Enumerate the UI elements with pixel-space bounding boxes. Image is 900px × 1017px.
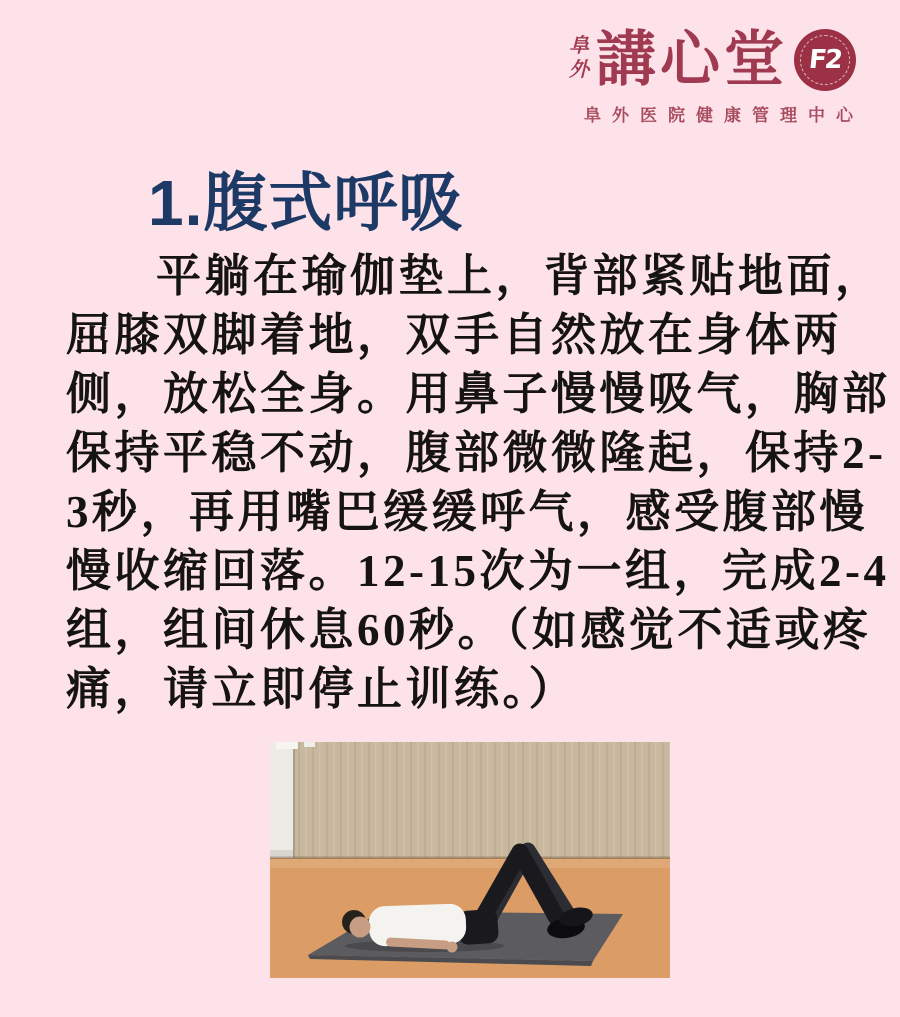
paragraph-line: 组，组间休息60秒。（如感觉不适或疼: [66, 605, 872, 655]
brand-row: [556, 25, 856, 95]
paragraph-line: 屈膝双脚着地，双手自然放在身体两: [66, 310, 843, 360]
exercise-photo: [270, 742, 670, 978]
photo-left-panel: [270, 742, 294, 860]
photo-top-fixture: [304, 742, 315, 747]
paragraph-line: 保持平稳不动，腹部微微隆起，保持2-: [66, 428, 887, 478]
photo-top-fixture: [276, 742, 298, 749]
brand-prefix-bottom: 外: [569, 59, 589, 81]
brand-wordmark: 講心堂: [596, 25, 788, 95]
photo-floor-junction: [270, 857, 670, 860]
section-title: 1.腹式呼吸: [148, 167, 464, 239]
paragraph-line: 侧，放松全身。用鼻子慢慢吸气，胸部: [66, 369, 891, 419]
photo-wall-grain: [270, 742, 670, 858]
paragraph-line: 痛，请立即停止训练。）: [66, 664, 578, 714]
seal-label: F2: [807, 45, 843, 75]
brand-prefix-top: 阜: [569, 35, 589, 57]
brand-subtitle: 阜外医院健康管理中心: [584, 106, 864, 125]
paragraph-line: 慢收缩回落。12-15次为一组，完成2-4: [66, 546, 890, 596]
paragraph-line: 平躺在瑜伽垫上，背部紧贴地面，: [156, 251, 884, 301]
brand-block: [556, 25, 864, 126]
person-head: [350, 917, 371, 938]
photo-panel-edge: [293, 742, 295, 860]
brand-prefix-seal-script: [569, 34, 589, 82]
paragraph-line: 3秒，再用嘴巴缓缓呼气，感受腹部慢: [66, 487, 869, 537]
exercise-photo-scene: [270, 742, 670, 978]
person-hand: [447, 942, 458, 953]
photo-floor-highlight: [270, 859, 670, 868]
instruction-paragraph: [66, 247, 891, 719]
hospital-seal-icon: [794, 29, 856, 91]
